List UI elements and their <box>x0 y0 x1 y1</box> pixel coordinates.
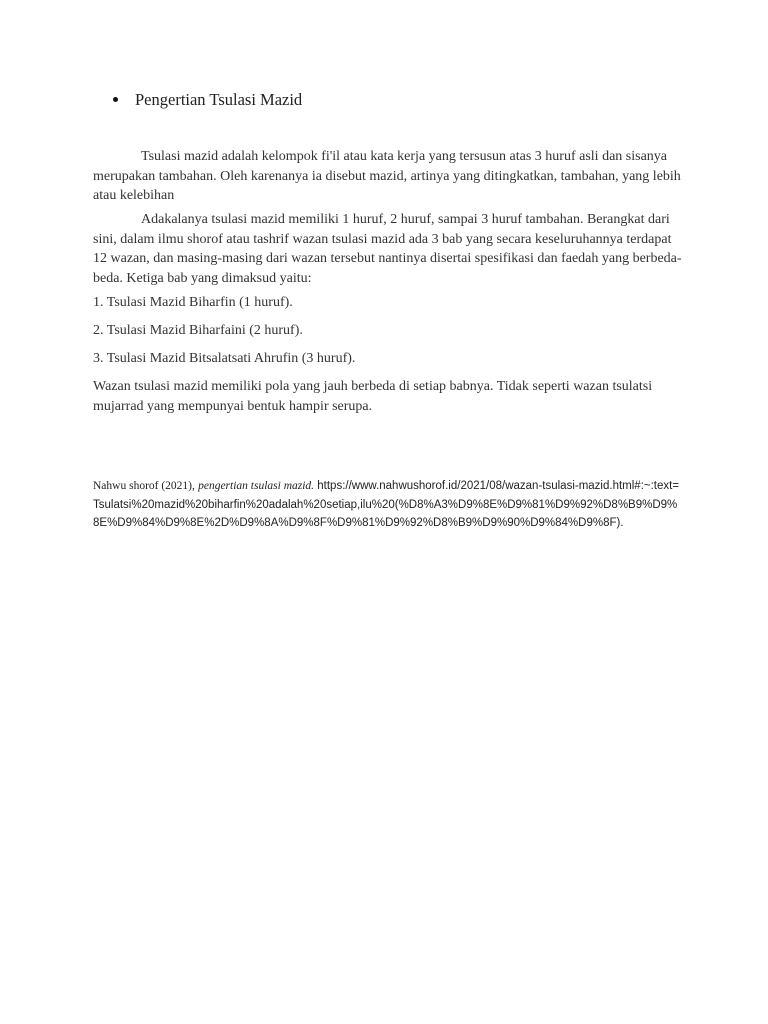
reference-citation <box>93 477 683 533</box>
bullet-icon <box>113 97 118 102</box>
section-heading <box>113 88 302 112</box>
heading-text: Pengertian Tsulasi Mazid <box>135 90 303 109</box>
paragraph-explanation: Adakalanya tsulasi mazid memiliki 1 huruf, 2 huruf, sampai 3 huruf tambahan. Berangkat dari sini, dalam ilmu shorof atau tashrif wazan tsulasi mazid ada 3 bab yang secara keseluruhannya terdapat 12 wazan, dan masing-masing dari wazan tersebut nantinya disertai spesifikasi dan faedah yang berbeda-beda. Ketiga bab yang dimaksud yaitu: <box>93 212 682 286</box>
list-item: 3. Tsulasi Mazid Bitsalatsati Ahrufin (3 huruf). <box>93 351 356 366</box>
reference-title: pengertian tsulasi mazid. <box>198 480 315 492</box>
reference-author: Nahwu shorof (2021), <box>93 480 195 492</box>
reference-url[interactable]: https://www.nahwushorof.id/2021/08/wazan-tsulasi-mazid.html#:~:text=Tsulatsi%20mazid%20biharfin%20adalah%20setiap,ilu%20(%D8%A3%D9%8E%D9%81%D9%92%D8%B9%D9%8E%D9%84%D9%8E%2D%D9%8A%D9%8F%D9%81%D9%92%D8%B9%D9%90%D9%84%D9%8F). <box>93 480 680 529</box>
list-item: 1. Tsulasi Mazid Biharfin (1 huruf). <box>93 295 293 310</box>
paragraph-definition: Tsulasi mazid adalah kelompok fi'il atau kata kerja yang tersusun atas 3 huruf asli dan sisanya merupakan tambahan. Oleh karenanya ia disebut mazid, artinya yang ditingkatkan, tambahan, yang lebih atau kelebihan <box>93 149 681 203</box>
list-item: 2. Tsulasi Mazid Biharfaini (2 huruf). <box>93 323 303 338</box>
paragraph-closing: Wazan tsulasi mazid memiliki pola yang jauh berbeda di setiap babnya. Tidak seperti wazan tsulatsi mujarrad yang mempunyai bentuk hampir serupa. <box>93 379 653 414</box>
